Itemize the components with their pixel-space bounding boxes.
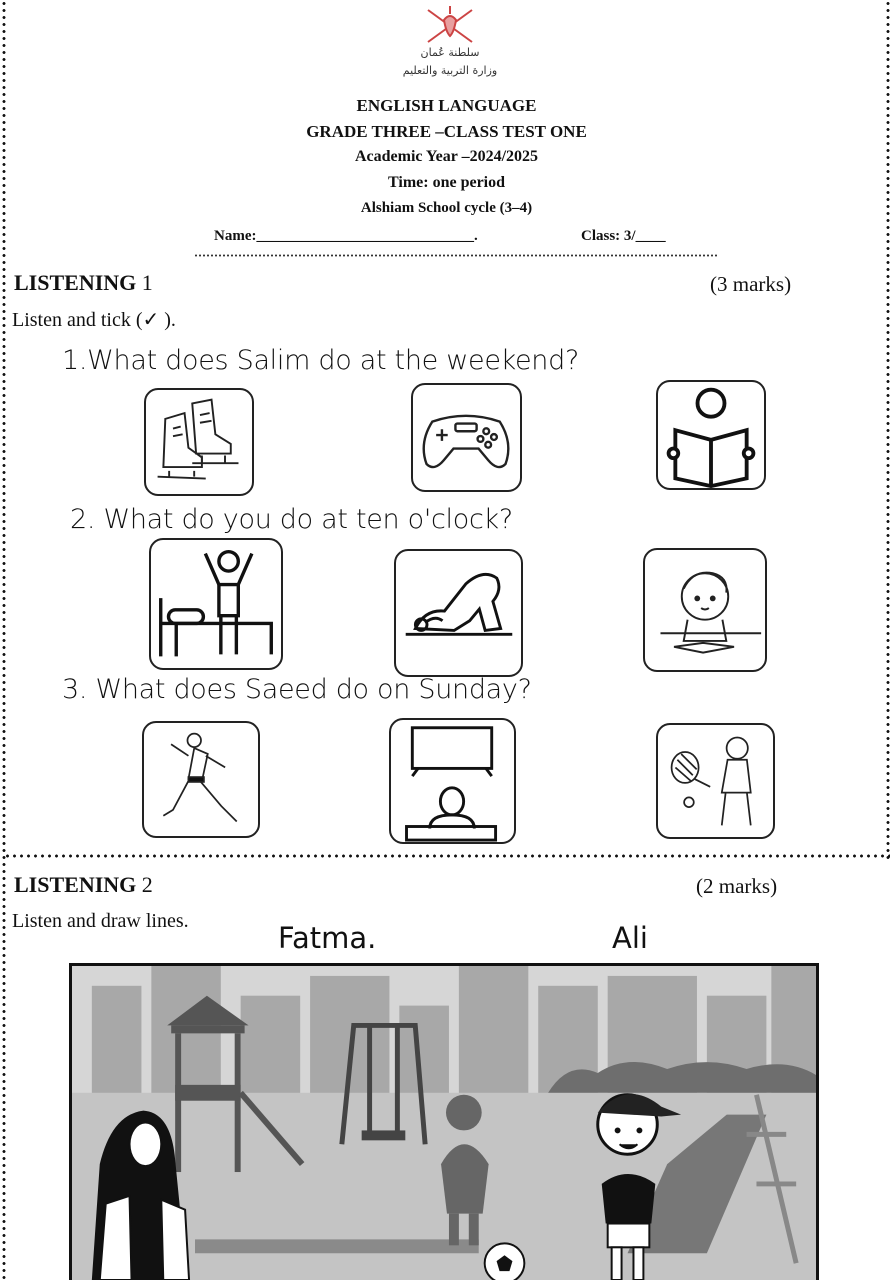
homework-icon	[645, 550, 765, 670]
time-allowed: Time: one period	[387, 174, 506, 191]
listening2-instruction: Listen and draw lines.	[12, 910, 189, 932]
listening1-title: LISTENING 1	[14, 270, 153, 295]
listening2-title: LISTENING 2	[14, 872, 153, 897]
option-karate[interactable]	[142, 721, 260, 838]
listening1-instruction: Listen and tick (✓ ).	[12, 309, 176, 331]
praying-icon	[396, 551, 521, 675]
academic-year: Academic Year –2024/2025	[354, 148, 539, 165]
question-3: 3. What does Saeed do on Sunday?	[62, 674, 532, 705]
svg-text:وزارة التربية والتعليم: وزارة التربية والتعليم	[402, 64, 498, 77]
getting-up-icon	[151, 540, 281, 668]
name-field[interactable]: Name:_____________________________.	[214, 228, 478, 244]
question-2: 2. What do you do at ten o'clock?	[70, 504, 513, 535]
class-field[interactable]: Class: 3/____	[581, 228, 666, 244]
page-border-left	[2, 0, 6, 1280]
option-praying[interactable]	[394, 549, 523, 677]
section-divider	[4, 854, 890, 858]
listening1-marks: (3 marks)	[710, 272, 792, 296]
option-homework[interactable]	[643, 548, 767, 672]
option-reading[interactable]	[656, 380, 766, 490]
name-fatma: Fatma.	[278, 921, 377, 955]
option-ice-skates[interactable]	[144, 388, 254, 496]
ministry-logo	[388, 2, 512, 84]
reading-book-icon	[658, 382, 764, 488]
question-1: 1.What does Salim do at the weekend?	[62, 345, 579, 376]
subject-title: ENGLISH LANGUAGE	[356, 96, 537, 115]
svg-text:سلطنة عُمان: سلطنة عُمان	[420, 46, 480, 59]
tennis-icon	[658, 725, 773, 837]
star-separator	[194, 253, 718, 258]
name-ali: Ali	[612, 921, 648, 955]
listening2-marks: (2 marks)	[696, 874, 778, 898]
option-tennis[interactable]	[656, 723, 775, 839]
game-controller-icon	[413, 385, 520, 490]
test-title: GRADE THREE –CLASS TEST ONE	[306, 122, 587, 141]
karate-icon	[144, 723, 258, 836]
school-name: Alshiam School cycle (3–4)	[360, 200, 533, 216]
option-game-controller[interactable]	[411, 383, 522, 492]
option-watching-tv[interactable]	[389, 718, 516, 844]
playground-picture	[69, 963, 819, 1280]
option-getting-up[interactable]	[149, 538, 283, 670]
watching-tv-icon	[391, 720, 514, 842]
ice-skates-icon	[146, 390, 252, 494]
